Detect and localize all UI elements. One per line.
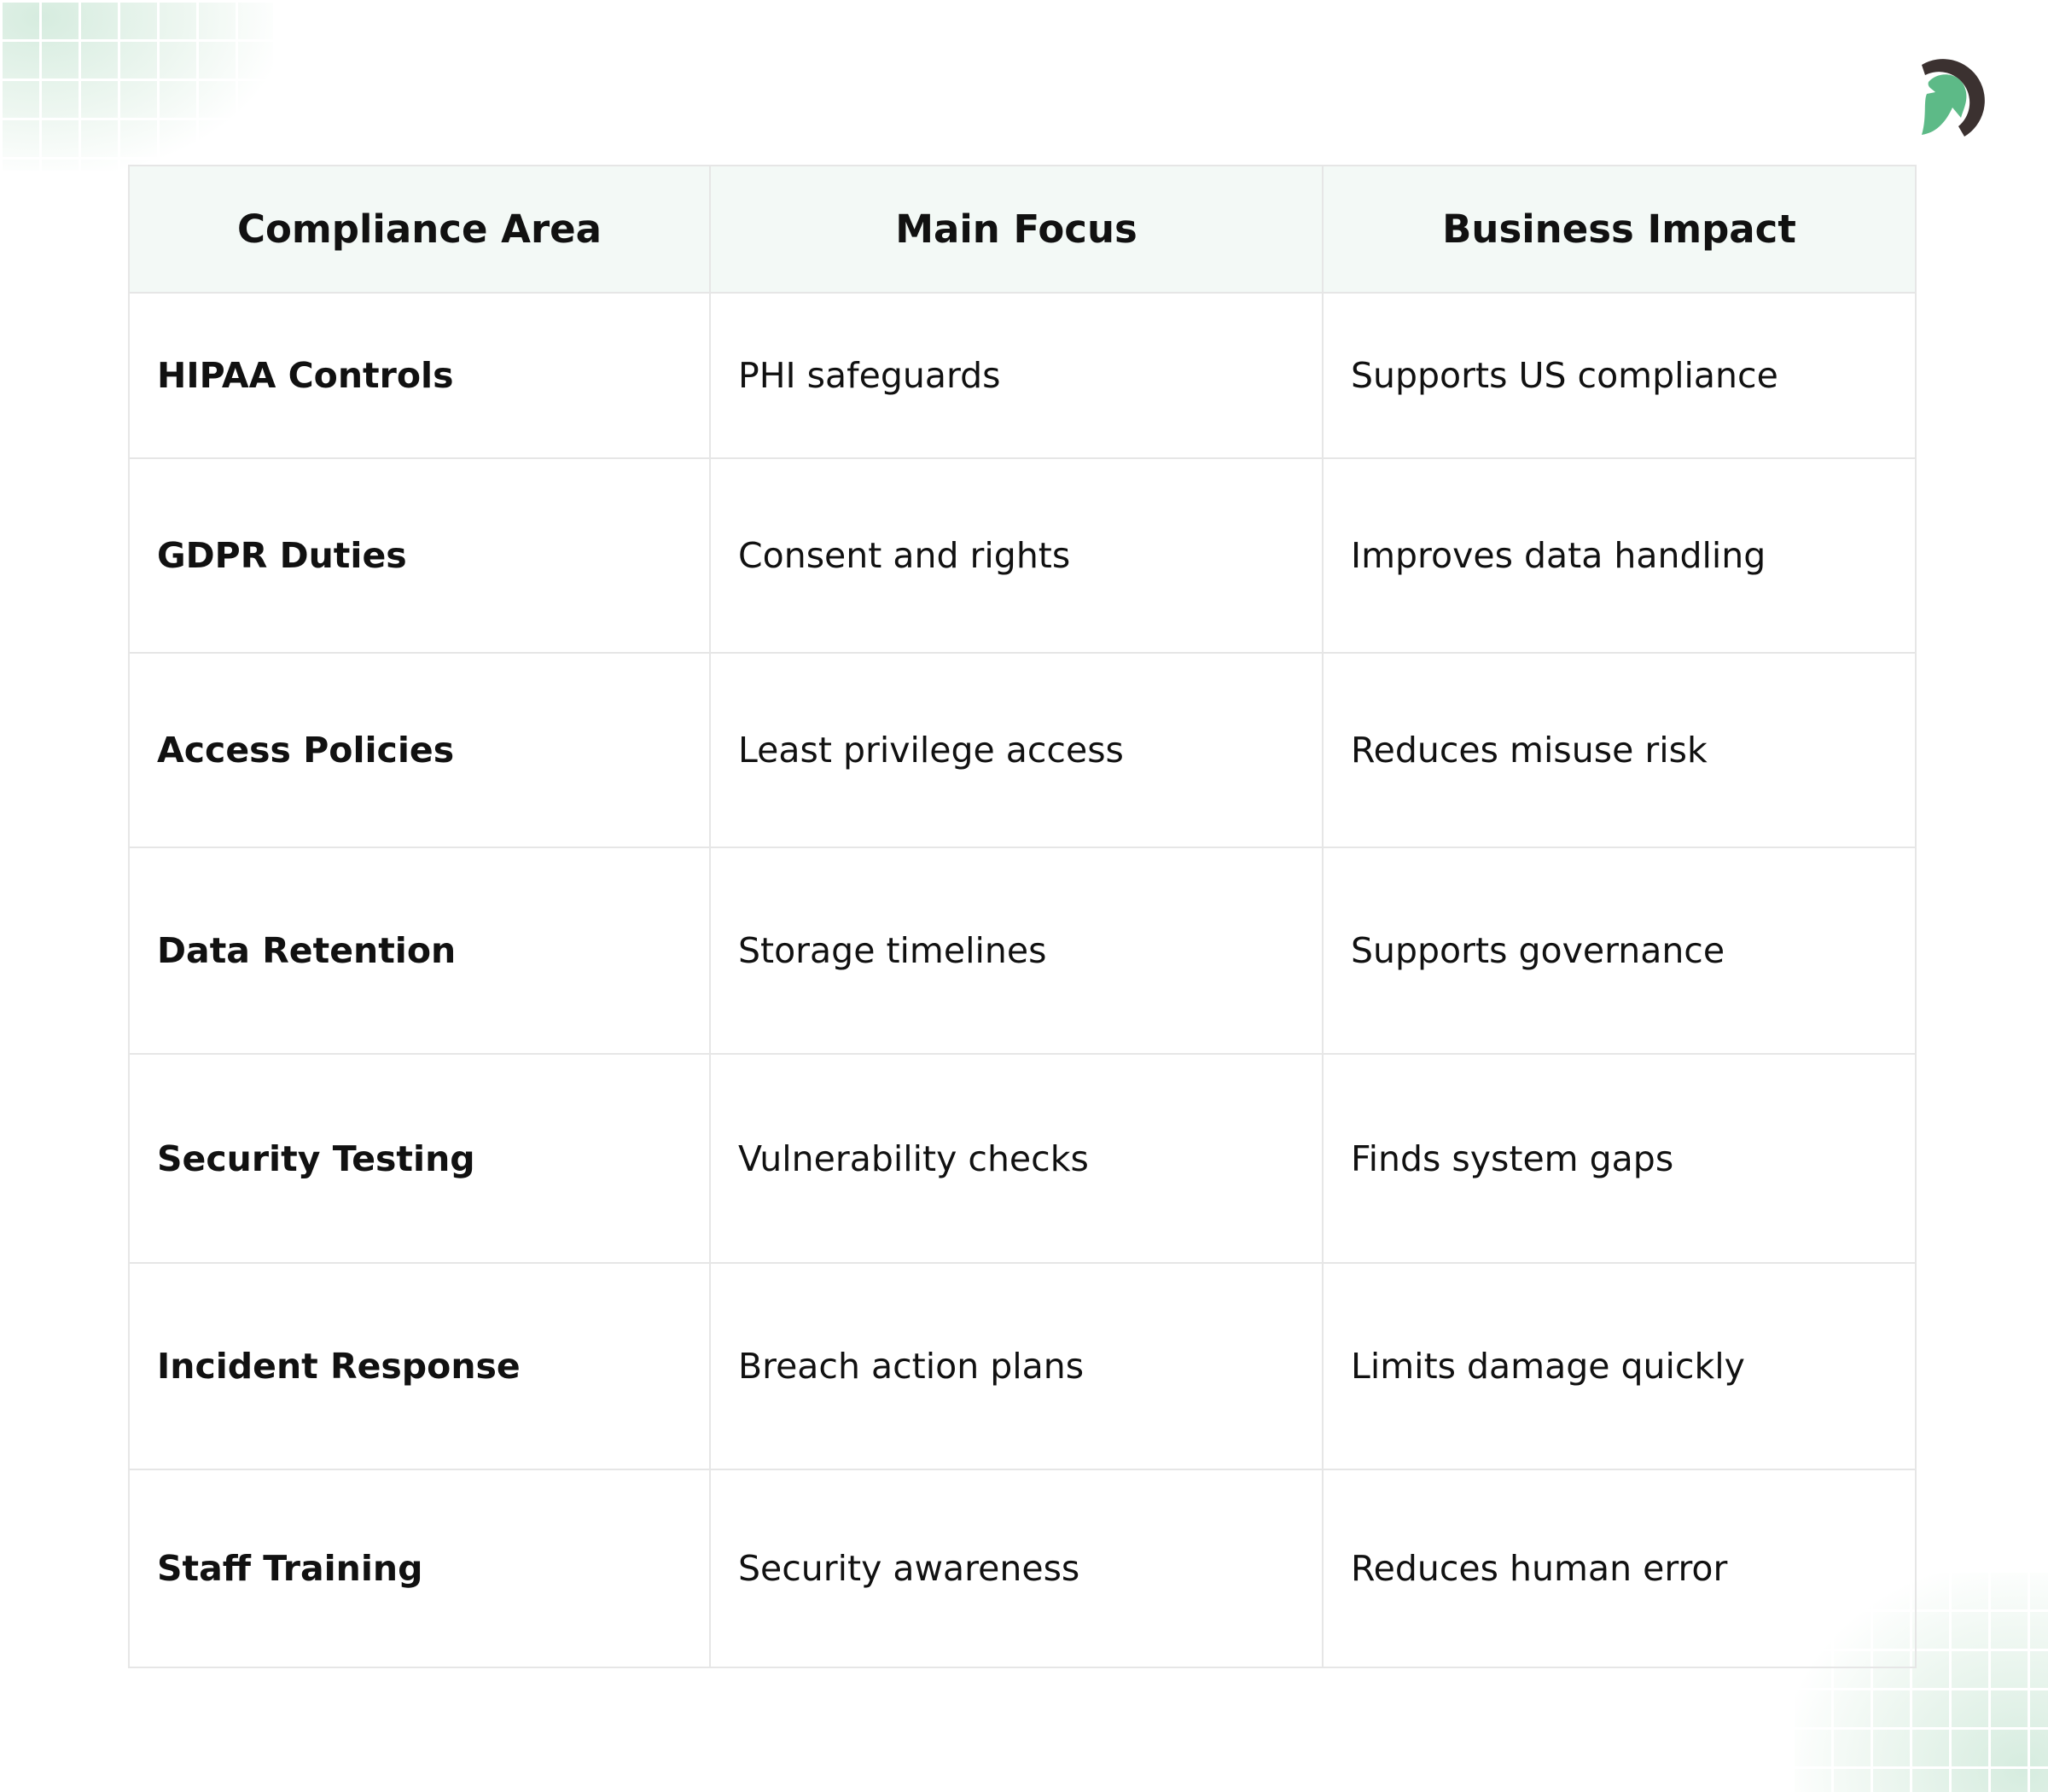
header-compliance-area: Compliance Area	[129, 166, 710, 293]
cell-main-focus: Consent and rights	[710, 458, 1323, 653]
cell-business-impact: Improves data handling	[1323, 458, 1916, 653]
cell-business-impact: Supports governance	[1323, 847, 1916, 1054]
cell-main-focus: Storage timelines	[710, 847, 1323, 1054]
cell-business-impact: Supports US compliance	[1323, 293, 1916, 458]
table-row	[129, 847, 1916, 1054]
decorative-grid-top-left	[0, 0, 273, 171]
cell-business-impact: Finds system gaps	[1323, 1054, 1916, 1263]
cell-business-impact: Limits damage quickly	[1323, 1263, 1916, 1469]
cell-compliance-area: Data Retention	[129, 847, 710, 1054]
table-row	[129, 1469, 1916, 1667]
table-row	[129, 653, 1916, 847]
table-row	[129, 293, 1916, 458]
cell-main-focus: Breach action plans	[710, 1263, 1323, 1469]
cell-business-impact: Reduces misuse risk	[1323, 653, 1916, 847]
cell-compliance-area: Security Testing	[129, 1054, 710, 1263]
header-business-impact: Business Impact	[1323, 166, 1916, 293]
cell-business-impact: Reduces human error	[1323, 1469, 1916, 1667]
table-row	[129, 458, 1916, 653]
cell-compliance-area: GDPR Duties	[129, 458, 710, 653]
header-main-focus: Main Focus	[710, 166, 1323, 293]
cell-compliance-area: Access Policies	[129, 653, 710, 847]
cell-main-focus: Security awareness	[710, 1469, 1323, 1667]
cell-main-focus: PHI safeguards	[710, 293, 1323, 458]
table-header-row	[129, 166, 1916, 293]
cell-main-focus: Least privilege access	[710, 653, 1323, 847]
cell-compliance-area: HIPAA Controls	[129, 293, 710, 458]
table-row	[129, 1263, 1916, 1469]
cell-compliance-area: Incident Response	[129, 1263, 710, 1469]
cell-compliance-area: Staff Training	[129, 1469, 710, 1667]
cell-main-focus: Vulnerability checks	[710, 1054, 1323, 1263]
compliance-table	[128, 165, 1917, 1668]
table-row	[129, 1054, 1916, 1263]
spartan-helmet-logo-icon	[1911, 58, 1997, 143]
